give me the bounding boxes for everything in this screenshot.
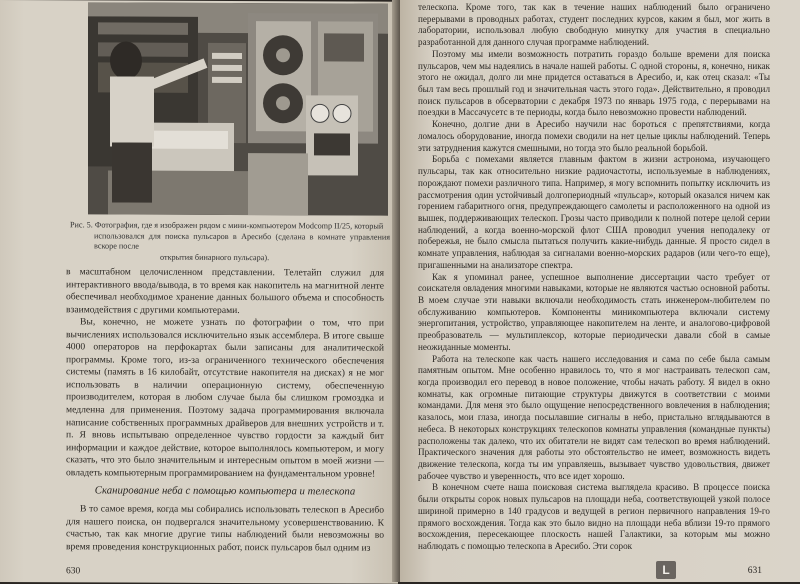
- watermark-stamp: L: [656, 561, 676, 579]
- left-body-text: [66, 266, 384, 481]
- computer-room-photo-icon: [88, 2, 388, 215]
- paragraph: Конечно, долгие дни в Аресибо научили нас бороться с препятствиями, когда ломалось оборудование, иногда помехи сводили на нет целые циклы наблюдений. Теперь эти затруднения кажутся смешными, но тогда это было реальной борьбой.: [418, 119, 770, 153]
- paragraph: в масштабном целочисленном представлении. Телетайп служил для интерактивного ввода/вывода, в то время как накопитель на магнитной ленте обеспечивал необходимое хранение данных большого объема и способность взаимодействия с другими компьютерами.: [66, 266, 384, 316]
- caption-line-3: открытия бинарного пульсара).: [160, 252, 270, 262]
- paragraph: Поэтому мы имели возможность потратить гораздо больше времени для поиска пульсаров, чем мы надеялись в начале нашей работы. С одной стороны, я, конечно, никак этого не ожидал, долго ли мне придется оставаться в Аресибо, и, как отец сказал: «Ты был там весь прошлый год и значительная часть этого года». Действительно, я проводил поиск пульсаров в обсерватории с декабря 1973 по январь 1975 года, с перерывами на поездки в Массачусетс в те периоды, когда было невозможно провести наблюдений.: [418, 48, 770, 118]
- paragraph: телескопа. Кроме того, так как в течение наших наблюдений было ограничено перерывами в проводных работах, студент последних курсов, каким я был, мог жить в лаборатории, использовал любую свободную минутку для участия в специально разработанной для данного случая программе наблюдений.: [418, 2, 770, 48]
- paragraph: Вы, конечно, не можете узнать по фотографии о том, что при вычислениях использовался исключительно язык ассемблера. В итоге свыше 4000 операторов на перфокартах были записаны для аналитической программы. Кроме того, из-за ограниченного технического обеспечения системы (память в 16 килобайт, отсутствие накопителя на дисках) я не мог использовать в наличии операционную систему, обеспеченную производителем, которая в любом случае была бы слишком громоздка и медленна для применения. Поэтому задача программирования включала написание собственных программных драйверов для внешних устройств и т. п. Я вновь испытываю определенное чувство гордости за каждый бит информации и каждое действие, которое выполнялось компьютером, и могу сказать, что это было значительным и интересным опытом в моей жизни — овладеть компьютерным программированием на фундаментальном уровне!: [66, 316, 384, 480]
- right-page: [400, 0, 800, 582]
- left-page: [0, 0, 398, 584]
- paragraph: Работа на телескопе как часть нашего исследования и сама по себе была самым памятным опытом. Мне особенно нравилось то, что я мог настраивать телескоп сам, когда производил его перевод в новое положение, чтобы начать работу. Я видел в окно комнаты, как огромные питающие структуры движутся в соответствии с моими командами. Для меня это было ощущение непосредственного вовлечения в наблюдения; казалось, мои глаза, иногда посылавшие сигналы в небо, пристально вглядываются в небеса. В некоторых конструкциях телескопов комнаты управления (командные пункты) расположены так далеко, что их обитатели не видят сам телескоп во время наблюдений. Практического значения для работы это обстоятельство не имеет, возможность видеть движение телескопа, когда ты им управляешь, вызывает чувство удовольствия, движет рабочее чувство и уверенность, что все идет хорошо.: [418, 353, 770, 481]
- paragraph: В то самое время, когда мы собирались использовать телескоп в Аресибо для нашего поиска, он подвергался значительному усовершенствованию. К счастью, так как многие другие типы наблюдений были невозможны во время проведения конструкционных работ, поиск пульсаров был одним из: [66, 503, 384, 554]
- page-number-right: 631: [747, 566, 762, 576]
- left-body-text-after-heading: [66, 503, 384, 555]
- photograph: [88, 2, 388, 215]
- paragraph: В конечном счете наша поисковая система выглядела красиво. В процессе поиска были открыты сорок новых пульсаров на площади неба, соответствующей узкой полосе шириной примерно в 140 градусов и ведущей в регион первичного направления 19-го прямого восхождения. Тогда как это было видно на площади неба вблизи 19-то прямого восхождения, пересекающее плоскость нашей Галактики, за которым мы можно наблюдать с помощью телескопа в Аресибо. Эти сорок: [418, 482, 770, 552]
- caption-line-2: использовался для поиска пульсаров в Аресибо (сделана в комнате управления вскоре после: [94, 230, 390, 251]
- caption-line-1: Рис. 5. Фотография, где я изображен рядом с мини-компьютером Modcomp II/25, который: [70, 220, 384, 231]
- paragraph: Как я упоминал ранее, успешное выполнение диссертации часто требует от соискателя овладения многими навыками, которые не являются частью основной работы. В моем случае эти навыки включали необходимость стать инженером-любителем по обслуживанию компьютеров. Компоненты миникомпьютера включали систему энергопитания, устройство, управляющее накопителем на ленте, и аналогово-цифровой преобразователь — мультиплексор, которые периодически давали сбой в самые неожиданные моменты.: [418, 271, 770, 352]
- right-body-text: [418, 2, 770, 553]
- page-number-left: 630: [66, 566, 81, 577]
- paragraph: Борьба с помехами является главным фактом в жизни астронома, изучающего пульсары, так как относительно низкие радиочастоты, используемые в наблюдениях, порождают помехи различного типа. Например, я могу вспомнить попытку исключить из рассмотрения один устойчивый долгопериодный «пульсар», который оказался ничем как горением габаритного огня, предупреждающего самолеты и расположенного на одной из вышек, поддерживающих телескоп. Грозы часто приводили к полной потере целой серии наблюдений, а когда военно-морской флот США проводил учения неподалеку от побережья, не было смысла пытаться получить какие-нибудь данные. Я просто сидел в комнате управления, наблюдая за сигналами военно-морских радаров (или чего-то еще), пригашенными на анализаторе спектра.: [418, 154, 770, 270]
- photo-caption: [70, 220, 390, 263]
- section-heading: Сканирование неба с помощью компьютера и телескопа: [94, 484, 356, 498]
